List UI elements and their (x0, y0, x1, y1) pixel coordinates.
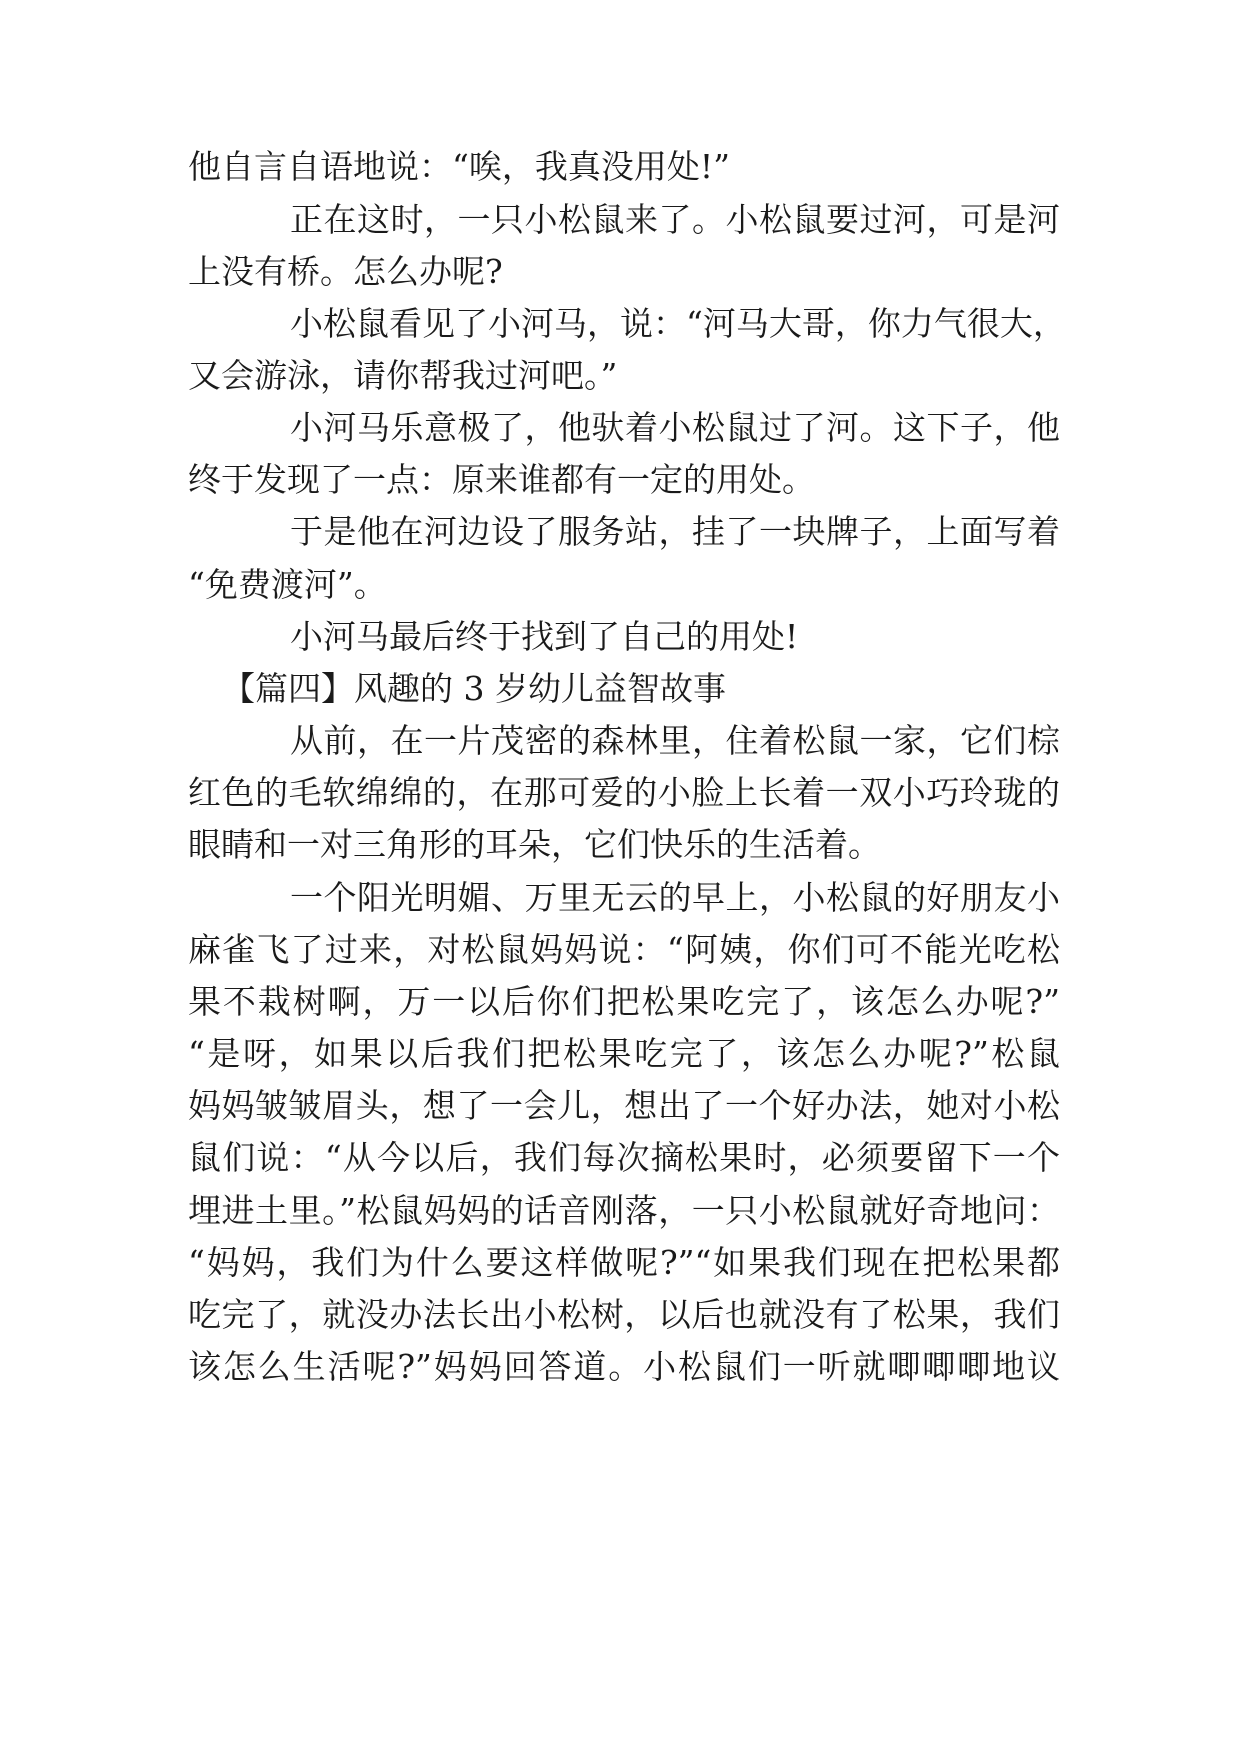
text-line: 一个阳光明媚、万里无云的早上，小松鼠的好朋友小 (290, 878, 1060, 917)
text-line: 又会游泳，请你帮我过河吧。” (188, 356, 618, 395)
text-line: 从前，在一片茂密的森林里，住着松鼠一家，它们棕 (290, 721, 1060, 760)
text-line: 该怎么生活呢?”妈妈回答道。小松鼠们一听就唧唧唧地议 (188, 1347, 1060, 1386)
text-line: 小河马最后终于找到了自己的用处! (290, 617, 799, 656)
text-line: 小松鼠看见了小河马，说：“河马大哥，你力气很大， (290, 304, 1066, 343)
text-line: 鼠们说：“从今以后，我们每次摘松果时，必须要留下一个 (188, 1138, 1060, 1177)
section-heading: 【篇四】风趣的 3 岁幼儿益智故事 (222, 669, 726, 708)
text-line: 正在这时，一只小松鼠来了。小松鼠要过河，可是河 (290, 200, 1060, 239)
text-line: 小河马乐意极了，他驮着小松鼠过了河。这下子，他 (290, 408, 1060, 447)
text-line: 果不栽树啊，万一以后你们把松果吃完了，该怎么办呢?” (188, 982, 1060, 1021)
text-line: 于是他在河边设了服务站，挂了一块牌子，上面写着 (290, 512, 1060, 551)
text-line: 上没有桥。怎么办呢? (188, 252, 503, 291)
text-line: 埋进土里。”松鼠妈妈的话音刚落，一只小松鼠就好奇地问： (188, 1191, 1060, 1230)
text-line: 终于发现了一点：原来谁都有一定的用处。 (188, 460, 815, 499)
text-line: 麻雀飞了过来，对松鼠妈妈说：“阿姨，你们可不能光吃松 (188, 930, 1060, 969)
text-line: 妈妈皱皱眉头，想了一会儿，想出了一个好办法，她对小松 (188, 1086, 1060, 1125)
text-line: 红色的毛软绵绵的，在那可爱的小脸上长着一双小巧玲珑的 (188, 773, 1060, 812)
text-line: 吃完了，就没办法长出小松树，以后也就没有了松果，我们 (188, 1295, 1060, 1334)
text-line: 眼睛和一对三角形的耳朵，它们快乐的生活着。 (188, 825, 881, 864)
text-line: “是呀，如果以后我们把松果吃完了，该怎么办呢?”松鼠 (188, 1034, 1060, 1073)
text-line: 他自言自语地说：“唉，我真没用处!” (188, 147, 731, 186)
text-line: “妈妈，我们为什么要这样做呢?”“如果我们现在把松果都 (188, 1243, 1060, 1282)
text-line: “免费渡河”。 (188, 565, 387, 604)
